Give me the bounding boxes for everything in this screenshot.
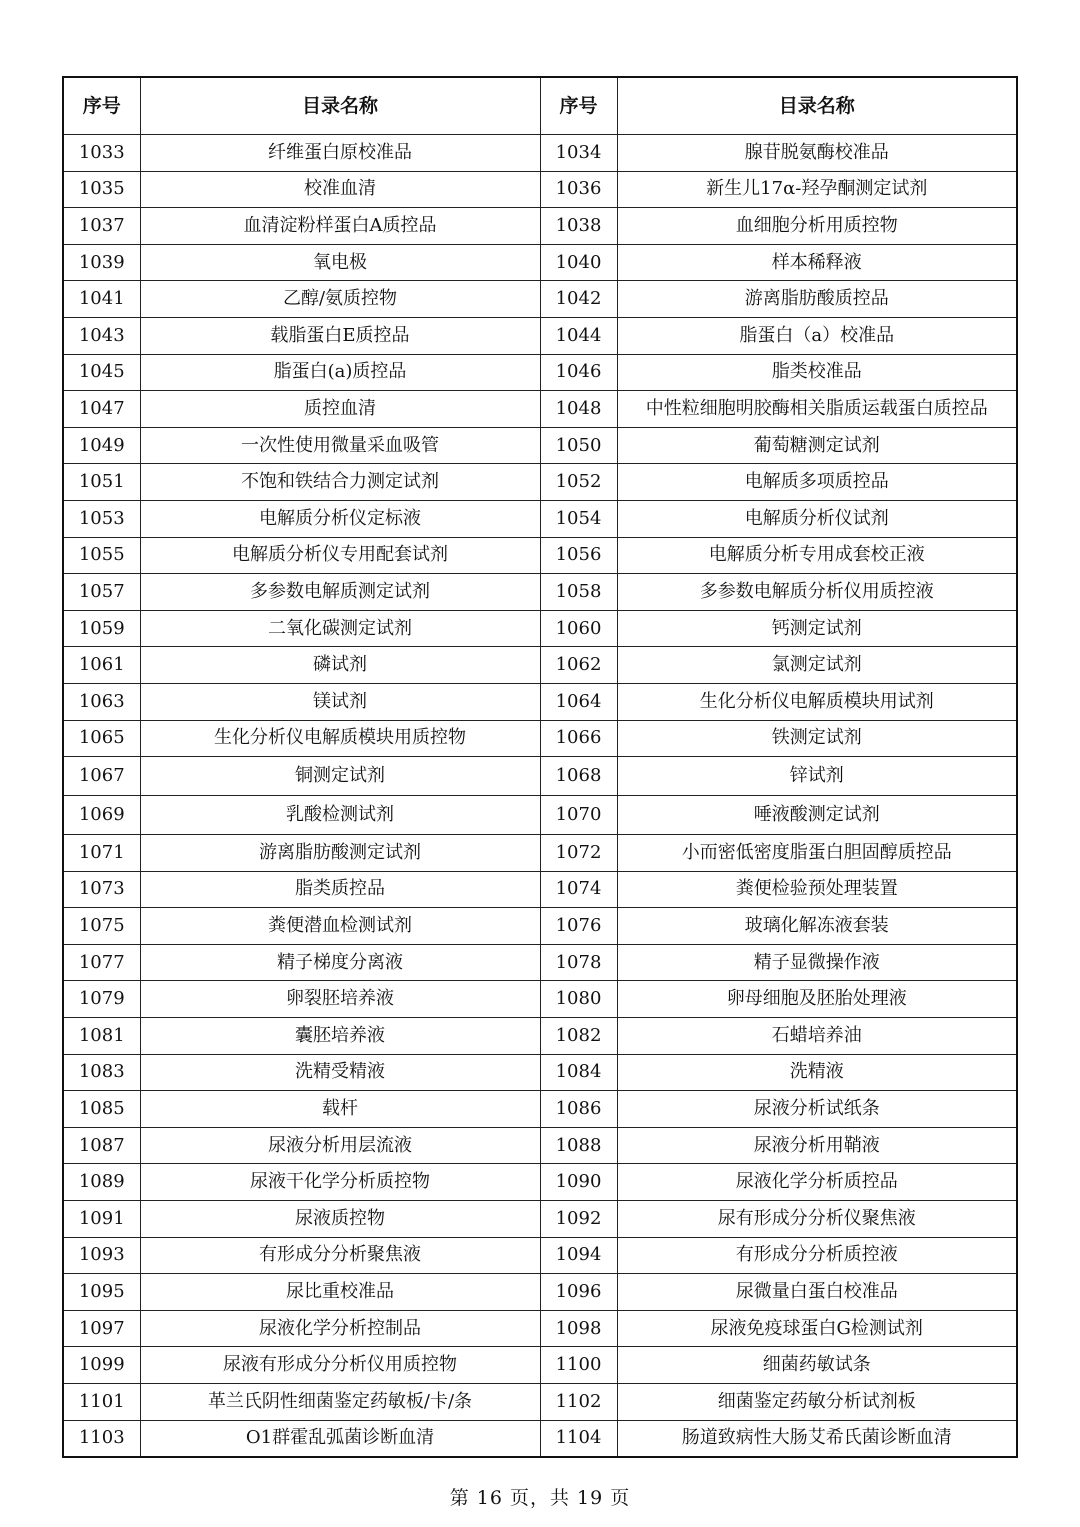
cell-name-right: 尿有形成分分析仪聚焦液 bbox=[617, 1201, 1017, 1238]
cell-serial-right: 1060 bbox=[540, 610, 617, 647]
cell-serial-right: 1104 bbox=[540, 1420, 617, 1457]
cell-name-right: 中性粒细胞明胶酶相关脂质运载蛋白质控品 bbox=[617, 391, 1017, 428]
cell-serial-left: 1091 bbox=[63, 1201, 140, 1238]
cell-serial-left: 1097 bbox=[63, 1310, 140, 1347]
cell-serial-right: 1082 bbox=[540, 1018, 617, 1055]
cell-name-right: 尿液分析试纸条 bbox=[617, 1091, 1017, 1128]
table-row bbox=[63, 1164, 1017, 1201]
cell-name-left: 脂蛋白(a)质控品 bbox=[140, 354, 540, 391]
cell-serial-right: 1044 bbox=[540, 317, 617, 354]
cell-serial-left: 1101 bbox=[63, 1384, 140, 1421]
cell-serial-left: 1087 bbox=[63, 1127, 140, 1164]
cell-serial-left: 1065 bbox=[63, 720, 140, 757]
cell-serial-left: 1059 bbox=[63, 610, 140, 647]
table-row bbox=[63, 427, 1017, 464]
cell-name-right: 电解质分析仪试剂 bbox=[617, 500, 1017, 537]
cell-name-right: 脂蛋白（a）校准品 bbox=[617, 317, 1017, 354]
cell-serial-right: 1040 bbox=[540, 244, 617, 281]
cell-name-right: 石蜡培养油 bbox=[617, 1018, 1017, 1055]
cell-name-left: 囊胚培养液 bbox=[140, 1018, 540, 1055]
header-name-right: 目录名称 bbox=[617, 77, 1017, 135]
cell-serial-right: 1056 bbox=[540, 537, 617, 574]
cell-serial-left: 1089 bbox=[63, 1164, 140, 1201]
cell-name-right: 洗精液 bbox=[617, 1054, 1017, 1091]
cell-serial-right: 1078 bbox=[540, 944, 617, 981]
cell-serial-right: 1062 bbox=[540, 647, 617, 684]
cell-serial-left: 1081 bbox=[63, 1018, 140, 1055]
table-row bbox=[63, 464, 1017, 501]
cell-serial-right: 1088 bbox=[540, 1127, 617, 1164]
cell-name-right: 钙测定试剂 bbox=[617, 610, 1017, 647]
cell-serial-left: 1083 bbox=[63, 1054, 140, 1091]
cell-name-right: 粪便检验预处理装置 bbox=[617, 871, 1017, 908]
cell-serial-right: 1084 bbox=[540, 1054, 617, 1091]
cell-name-right: 尿液化学分析质控品 bbox=[617, 1164, 1017, 1201]
cell-serial-left: 1051 bbox=[63, 464, 140, 501]
cell-serial-left: 1085 bbox=[63, 1091, 140, 1128]
cell-name-left: 乳酸检测试剂 bbox=[140, 796, 540, 835]
cell-name-right: 游离脂肪酸质控品 bbox=[617, 281, 1017, 318]
table-row bbox=[63, 391, 1017, 428]
cell-name-right: 氯测定试剂 bbox=[617, 647, 1017, 684]
catalog-table bbox=[62, 76, 1018, 1458]
table-row bbox=[63, 244, 1017, 281]
table-row bbox=[63, 1384, 1017, 1421]
cell-serial-left: 1095 bbox=[63, 1274, 140, 1311]
table-row bbox=[63, 135, 1017, 172]
header-name-left: 目录名称 bbox=[140, 77, 540, 135]
cell-serial-right: 1094 bbox=[540, 1237, 617, 1274]
cell-name-left: 卵裂胚培养液 bbox=[140, 981, 540, 1018]
cell-serial-right: 1098 bbox=[540, 1310, 617, 1347]
cell-name-left: O1群霍乱弧菌诊断血清 bbox=[140, 1420, 540, 1457]
cell-serial-right: 1086 bbox=[540, 1091, 617, 1128]
cell-serial-left: 1035 bbox=[63, 171, 140, 208]
table-row bbox=[63, 1127, 1017, 1164]
table-row bbox=[63, 647, 1017, 684]
cell-name-right: 铁测定试剂 bbox=[617, 720, 1017, 757]
cell-name-left: 电解质分析仪定标液 bbox=[140, 500, 540, 537]
table-row bbox=[63, 171, 1017, 208]
cell-serial-right: 1034 bbox=[540, 135, 617, 172]
cell-serial-right: 1068 bbox=[540, 757, 617, 796]
cell-serial-right: 1100 bbox=[540, 1347, 617, 1384]
cell-serial-left: 1037 bbox=[63, 208, 140, 245]
cell-name-left: 尿液干化学分析质控物 bbox=[140, 1164, 540, 1201]
cell-name-right: 肠道致病性大肠艾希氏菌诊断血清 bbox=[617, 1420, 1017, 1457]
table-row bbox=[63, 796, 1017, 835]
cell-serial-left: 1093 bbox=[63, 1237, 140, 1274]
cell-serial-right: 1096 bbox=[540, 1274, 617, 1311]
cell-name-right: 尿液免疫球蛋白G检测试剂 bbox=[617, 1310, 1017, 1347]
cell-serial-left: 1073 bbox=[63, 871, 140, 908]
cell-serial-right: 1042 bbox=[540, 281, 617, 318]
cell-serial-left: 1067 bbox=[63, 757, 140, 796]
table-row bbox=[63, 835, 1017, 872]
table-row bbox=[63, 281, 1017, 318]
cell-name-right: 脂类校准品 bbox=[617, 354, 1017, 391]
cell-name-left: 磷试剂 bbox=[140, 647, 540, 684]
cell-name-left: 不饱和铁结合力测定试剂 bbox=[140, 464, 540, 501]
cell-name-left: 质控血清 bbox=[140, 391, 540, 428]
cell-serial-right: 1050 bbox=[540, 427, 617, 464]
header-serial-right: 序号 bbox=[540, 77, 617, 135]
cell-serial-right: 1036 bbox=[540, 171, 617, 208]
table-row bbox=[63, 1310, 1017, 1347]
table-row bbox=[63, 757, 1017, 796]
table-row bbox=[63, 208, 1017, 245]
cell-name-left: 血清淀粉样蛋白A质控品 bbox=[140, 208, 540, 245]
cell-serial-right: 1048 bbox=[540, 391, 617, 428]
cell-name-right: 生化分析仪电解质模块用试剂 bbox=[617, 683, 1017, 720]
table-header-row bbox=[63, 77, 1017, 135]
cell-name-left: 尿比重校准品 bbox=[140, 1274, 540, 1311]
cell-serial-left: 1063 bbox=[63, 683, 140, 720]
cell-serial-left: 1061 bbox=[63, 647, 140, 684]
table-row bbox=[63, 574, 1017, 611]
cell-serial-left: 1049 bbox=[63, 427, 140, 464]
cell-name-right: 小而密低密度脂蛋白胆固醇质控品 bbox=[617, 835, 1017, 872]
cell-serial-left: 1075 bbox=[63, 908, 140, 945]
table-row bbox=[63, 683, 1017, 720]
cell-name-right: 新生儿17α-羟孕酮测定试剂 bbox=[617, 171, 1017, 208]
cell-name-left: 二氧化碳测定试剂 bbox=[140, 610, 540, 647]
cell-serial-left: 1103 bbox=[63, 1420, 140, 1457]
cell-name-left: 载脂蛋白E质控品 bbox=[140, 317, 540, 354]
cell-serial-left: 1099 bbox=[63, 1347, 140, 1384]
cell-serial-right: 1038 bbox=[540, 208, 617, 245]
cell-name-right: 电解质多项质控品 bbox=[617, 464, 1017, 501]
cell-name-right: 腺苷脱氨酶校准品 bbox=[617, 135, 1017, 172]
cell-name-right: 唾液酸测定试剂 bbox=[617, 796, 1017, 835]
cell-name-right: 多参数电解质分析仪用质控液 bbox=[617, 574, 1017, 611]
cell-name-left: 铜测定试剂 bbox=[140, 757, 540, 796]
cell-serial-right: 1076 bbox=[540, 908, 617, 945]
header-serial-left: 序号 bbox=[63, 77, 140, 135]
table-row bbox=[63, 1237, 1017, 1274]
cell-name-right: 卵母细胞及胚胎处理液 bbox=[617, 981, 1017, 1018]
table-row bbox=[63, 1347, 1017, 1384]
cell-serial-right: 1074 bbox=[540, 871, 617, 908]
table-body bbox=[63, 135, 1017, 1458]
cell-name-right: 有形成分分析质控液 bbox=[617, 1237, 1017, 1274]
table-row bbox=[63, 1091, 1017, 1128]
cell-name-left: 革兰氏阴性细菌鉴定药敏板/卡/条 bbox=[140, 1384, 540, 1421]
page-footer: 第 16 页，共 19 页 bbox=[449, 1487, 631, 1509]
cell-serial-left: 1071 bbox=[63, 835, 140, 872]
cell-name-right: 细菌鉴定药敏分析试剂板 bbox=[617, 1384, 1017, 1421]
cell-serial-right: 1066 bbox=[540, 720, 617, 757]
cell-serial-right: 1102 bbox=[540, 1384, 617, 1421]
table-row bbox=[63, 1054, 1017, 1091]
cell-name-left: 尿液有形成分分析仪用质控物 bbox=[140, 1347, 540, 1384]
cell-serial-right: 1090 bbox=[540, 1164, 617, 1201]
cell-name-right: 尿液分析用鞘液 bbox=[617, 1127, 1017, 1164]
cell-name-right: 细菌药敏试条 bbox=[617, 1347, 1017, 1384]
cell-serial-right: 1080 bbox=[540, 981, 617, 1018]
cell-name-right: 玻璃化解冻液套装 bbox=[617, 908, 1017, 945]
cell-name-left: 纤维蛋白原校准品 bbox=[140, 135, 540, 172]
cell-name-left: 脂类质控品 bbox=[140, 871, 540, 908]
cell-serial-left: 1079 bbox=[63, 981, 140, 1018]
cell-name-left: 洗精受精液 bbox=[140, 1054, 540, 1091]
table-row bbox=[63, 1420, 1017, 1457]
cell-serial-left: 1043 bbox=[63, 317, 140, 354]
cell-serial-left: 1077 bbox=[63, 944, 140, 981]
cell-name-left: 游离脂肪酸测定试剂 bbox=[140, 835, 540, 872]
cell-serial-left: 1047 bbox=[63, 391, 140, 428]
table-row bbox=[63, 1201, 1017, 1238]
cell-name-left: 粪便潜血检测试剂 bbox=[140, 908, 540, 945]
table-row bbox=[63, 610, 1017, 647]
table-row bbox=[63, 720, 1017, 757]
cell-serial-right: 1092 bbox=[540, 1201, 617, 1238]
cell-name-left: 乙醇/氨质控物 bbox=[140, 281, 540, 318]
cell-name-right: 血细胞分析用质控物 bbox=[617, 208, 1017, 245]
table-row bbox=[63, 1018, 1017, 1055]
cell-name-right: 葡萄糖测定试剂 bbox=[617, 427, 1017, 464]
cell-serial-right: 1046 bbox=[540, 354, 617, 391]
cell-name-right: 锌试剂 bbox=[617, 757, 1017, 796]
table-row bbox=[63, 317, 1017, 354]
cell-name-left: 氧电极 bbox=[140, 244, 540, 281]
table-row bbox=[63, 944, 1017, 981]
cell-serial-left: 1069 bbox=[63, 796, 140, 835]
table-row bbox=[63, 354, 1017, 391]
cell-name-left: 多参数电解质测定试剂 bbox=[140, 574, 540, 611]
cell-serial-left: 1033 bbox=[63, 135, 140, 172]
cell-serial-left: 1055 bbox=[63, 537, 140, 574]
cell-name-left: 电解质分析仪专用配套试剂 bbox=[140, 537, 540, 574]
cell-name-left: 一次性使用微量采血吸管 bbox=[140, 427, 540, 464]
cell-name-left: 尿液分析用层流液 bbox=[140, 1127, 540, 1164]
cell-serial-right: 1054 bbox=[540, 500, 617, 537]
cell-name-right: 精子显微操作液 bbox=[617, 944, 1017, 981]
table-row bbox=[63, 500, 1017, 537]
cell-serial-right: 1064 bbox=[540, 683, 617, 720]
cell-serial-right: 1070 bbox=[540, 796, 617, 835]
cell-serial-left: 1053 bbox=[63, 500, 140, 537]
cell-serial-left: 1057 bbox=[63, 574, 140, 611]
cell-serial-right: 1052 bbox=[540, 464, 617, 501]
cell-name-right: 电解质分析专用成套校正液 bbox=[617, 537, 1017, 574]
cell-name-right: 样本稀释液 bbox=[617, 244, 1017, 281]
cell-name-left: 有形成分分析聚焦液 bbox=[140, 1237, 540, 1274]
cell-name-left: 载杆 bbox=[140, 1091, 540, 1128]
cell-serial-right: 1058 bbox=[540, 574, 617, 611]
cell-serial-right: 1072 bbox=[540, 835, 617, 872]
table-row bbox=[63, 1274, 1017, 1311]
cell-serial-left: 1039 bbox=[63, 244, 140, 281]
cell-name-left: 镁试剂 bbox=[140, 683, 540, 720]
cell-serial-left: 1045 bbox=[63, 354, 140, 391]
cell-name-left: 校准血清 bbox=[140, 171, 540, 208]
cell-name-left: 尿液质控物 bbox=[140, 1201, 540, 1238]
cell-name-left: 生化分析仪电解质模块用质控物 bbox=[140, 720, 540, 757]
cell-name-right: 尿微量白蛋白校准品 bbox=[617, 1274, 1017, 1311]
table-row bbox=[63, 871, 1017, 908]
cell-name-left: 尿液化学分析控制品 bbox=[140, 1310, 540, 1347]
table-row bbox=[63, 537, 1017, 574]
table-row bbox=[63, 981, 1017, 1018]
cell-name-left: 精子梯度分离液 bbox=[140, 944, 540, 981]
cell-serial-left: 1041 bbox=[63, 281, 140, 318]
table-row bbox=[63, 908, 1017, 945]
